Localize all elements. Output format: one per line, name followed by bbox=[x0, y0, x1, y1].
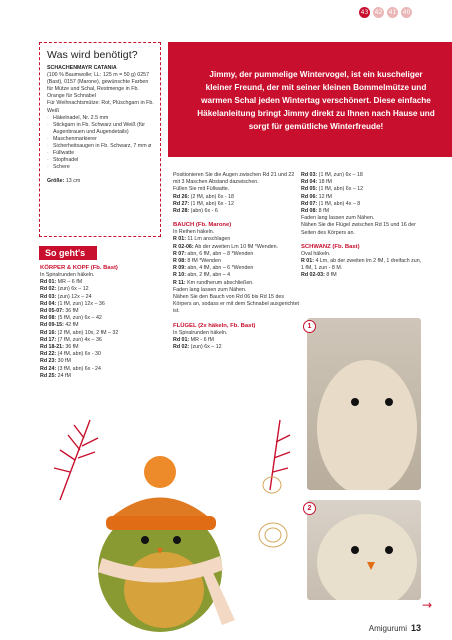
bird-belly bbox=[124, 552, 204, 628]
row-entry: Rd 05-07: 36 fM bbox=[40, 308, 79, 315]
eyes-note: Positionieren Sie die Augen zwischen Rd 21 und 22 mit 3 Maschen Abstand dazwischen. bbox=[173, 172, 295, 186]
materials-item: · Füllwatte bbox=[47, 150, 154, 157]
hat-pompom bbox=[144, 456, 176, 488]
materials-cap: Für Weihnachtsmütze: Rot, Plüschgarn in Fb. Weiß bbox=[47, 100, 154, 114]
pager-dot: 41 bbox=[388, 9, 397, 16]
row-entry: Rd 18-21: 36 fM bbox=[40, 344, 79, 351]
next-arrow-icon: → bbox=[421, 598, 432, 612]
note: Faden lang lassen zum Nähen. bbox=[301, 215, 375, 222]
row-entry: R 11: Km rundherum abschließen. bbox=[173, 279, 254, 286]
row-entry: Rd 04: (1 fM, zun) 12x – 36 bbox=[40, 300, 105, 307]
row-entry: Rd 05: (1 fM, abn) 6x – 12 bbox=[301, 186, 364, 193]
materials-item: · Sicherheitsaugen in Fb. Schwarz, 7 mm ø bbox=[47, 143, 154, 150]
row-entry: Rd 07: (1 fM, abn) 4x – 8 bbox=[301, 200, 361, 207]
step-number: 1 bbox=[303, 320, 316, 333]
materials-item: · Schere bbox=[47, 164, 154, 171]
materials-item: · Häkelnadel, Nr. 2.5 mm bbox=[47, 115, 154, 122]
materials-item: · Stickgarn in Fb. Schwarz und Weiß (für Augenbrauen und Augendetails) bbox=[47, 122, 154, 136]
step-photo-2 bbox=[307, 500, 421, 600]
row-entry: Rd 01: MR - 6 fM bbox=[173, 336, 214, 343]
column-body-head bbox=[40, 264, 162, 380]
bird-eye bbox=[141, 536, 149, 544]
section-heading: KÖRPER & KOPF (Fb. Bast) bbox=[40, 265, 118, 271]
section-intro: Oval häkeln. bbox=[301, 250, 331, 257]
row-entry: Rd 22: (4 fM, abn) 6x - 30 bbox=[40, 351, 101, 358]
row-list bbox=[173, 236, 301, 286]
row-entry: Rd 17: (7 fM, zun) 4x – 36 bbox=[40, 336, 102, 343]
pager-dot-current: 43 bbox=[360, 9, 369, 16]
row-entry: Rd 06: 12 fM bbox=[301, 193, 332, 200]
pager-dot: 42 bbox=[374, 9, 383, 16]
row-entry: Rd 25: 24 fM bbox=[40, 372, 71, 379]
step-number: 2 bbox=[303, 502, 316, 515]
step-photo-1 bbox=[307, 318, 421, 490]
section-heading: FLÜGEL (2x häkeln, Fb. Bast) bbox=[173, 322, 256, 329]
row-entry: Rd 04: 18 fM bbox=[301, 179, 332, 186]
row-entry: Rd 08: (5 fM, zun) 6x – 42 bbox=[40, 315, 102, 322]
section-intro: In Reihen häkeln. bbox=[173, 229, 215, 236]
note: Nähen Sie die Flügel zwischen Rd 15 und 16 der Seiten des Körpers an. bbox=[301, 222, 416, 236]
row-entry: Rd 27: (1 fM, abn) 6x - 12 bbox=[173, 200, 234, 207]
page-number: 13 bbox=[410, 623, 421, 633]
materials-title: Was wird benötigt? bbox=[47, 49, 138, 61]
materials-size: Größe: 13 cm bbox=[47, 178, 81, 185]
pager-dot: 40 bbox=[402, 9, 411, 16]
row-list bbox=[40, 279, 162, 380]
row-entry: R 07: abn, 6 fM, abn – 8 *Wenden bbox=[173, 250, 254, 257]
section-ribbon: So geht's bbox=[39, 246, 97, 260]
row-entry: Rd 02-03: 8 fM bbox=[301, 272, 337, 279]
section-intro: In Spiralrunden häkeln. bbox=[173, 329, 228, 336]
bird-eye bbox=[173, 536, 181, 544]
pinecone-icon bbox=[259, 477, 287, 547]
page-indicator bbox=[359, 7, 412, 18]
row-entry: R 09: abn, 4 fM, abn – 6 *Wenden bbox=[173, 265, 254, 272]
column-middle bbox=[173, 172, 301, 351]
row-list bbox=[173, 337, 301, 351]
magazine-name: Amigurumi bbox=[368, 624, 407, 633]
row-entry: R 10: abn, 2 fM, abn – 4 bbox=[173, 272, 231, 279]
row-entry: Rd 03: (zun) 12x – 24 bbox=[40, 293, 92, 300]
materials-yarn: (100 % Baumwolle; LL: 125 m = 50 g) 0257 (Bast), 0157 (Marone), gewünschte Farben für Mütze und Schal, Restmenge in Fb. Orange für Schnabel bbox=[47, 72, 150, 100]
intro-banner: Jimmy, der pummelige Wintervogel, ist ein kuscheliger kleiner Freund, der mit seiner kleinen Bommelmütze und warmen Schal jeden Wintertag verschönert. Diese einfache Häkelanleitung bringt Jimmy direkt zu Ihnen nach Hause und sorgt für gemütliche Winterfreude! bbox=[168, 42, 452, 157]
materials-list bbox=[47, 115, 154, 172]
section-heading: SCHWANZ (Fb. Bast) bbox=[301, 243, 360, 250]
row-entry: R 02-06: Ab der zweiten Lm 10 fM *Wenden. bbox=[173, 243, 279, 250]
row-entry: Rd 09-15: 42 fM bbox=[40, 322, 79, 329]
section-intro: In Spiralrunden häkeln. bbox=[40, 272, 95, 278]
pine-branch-icon bbox=[54, 420, 290, 500]
row-entry: Rd 02: (zun) 6x – 12 bbox=[173, 344, 222, 351]
row-entry: Rd 08: 8 fM bbox=[301, 208, 329, 215]
row-entry: Rd 01: MR – 6 fM bbox=[40, 279, 83, 286]
row-list bbox=[173, 194, 301, 216]
row-entry: Rd 02: (zun) 6x – 12 bbox=[40, 286, 89, 293]
materials-box bbox=[39, 42, 161, 237]
row-entry: Rd 23: 30 fM bbox=[40, 358, 71, 365]
row-entry: Rd 16: (2 fM, abn) 10x, 2 fM – 32 bbox=[40, 329, 119, 336]
row-entry: Rd 26: (2 fM, abn) 6x - 18 bbox=[173, 193, 234, 200]
row-entry: R 01: 4 Lm, ab der zweiten lm 2 fM, 1 dreifach zun, 1 fM, 1 zun - 8 M. bbox=[301, 258, 422, 272]
row-entry: R 01: 11 Lm anschlagen bbox=[173, 236, 231, 243]
materials-item: · Maschenmarkierer bbox=[47, 136, 154, 143]
section-heading: BAUCH (Fb. Marone) bbox=[173, 222, 232, 229]
fill-note: Füllen Sie mit Füllwatte. bbox=[173, 186, 230, 193]
row-entry: R 08: 8 fM *Wenden bbox=[173, 258, 221, 265]
bird-photo bbox=[40, 380, 310, 640]
row-list bbox=[301, 172, 423, 215]
row-entry: Rd 28: (abn) 6x - 6 bbox=[173, 208, 218, 215]
materials-item: · Stopfnadel bbox=[47, 157, 154, 164]
page-footer bbox=[369, 623, 421, 633]
row-entry: Rd 03: (1 fM, zun) 6x – 18 bbox=[301, 172, 363, 178]
hat-brim bbox=[106, 516, 216, 530]
note: Faden lang lassen zum Nähen. bbox=[173, 286, 247, 293]
note: Nähen Sie den Bauch von Rd 06 bis Rd 15 des Körpers an, sodass er mit dem Schnabel ausgerichtet ist. bbox=[173, 294, 300, 315]
column-right bbox=[301, 172, 423, 280]
row-entry: Rd 24: (3 fM, abn) 6x - 24 bbox=[40, 365, 101, 372]
materials-brand: SCHACHENMAYR CATANIA bbox=[47, 65, 117, 71]
